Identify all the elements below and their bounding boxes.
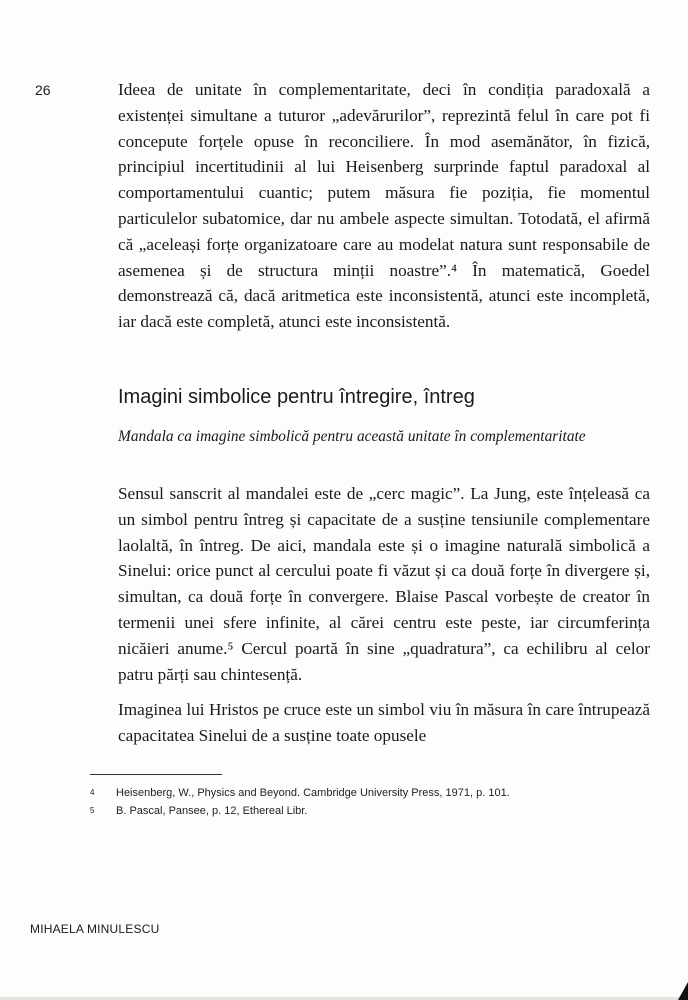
footnote-text: B. Pascal, Pansee, p. 12, Ethereal Libr. — [116, 805, 308, 817]
section-heading: Imagini simbolice pentru întregire, întreg — [118, 386, 475, 408]
page-number: 26 — [35, 82, 51, 98]
body-text-block-2 — [118, 481, 650, 687]
body-text-block-3 — [118, 697, 650, 749]
footer-author: MIHAELA MINULESCU — [30, 922, 160, 936]
footnote-divider — [90, 774, 222, 775]
corner-marker-icon — [678, 982, 688, 1000]
body-text-block-1 — [118, 77, 650, 335]
footnote-4 — [90, 784, 650, 802]
section-subheading: Mandala ca imagine simbolică pentru această unitate în complementaritate — [118, 428, 586, 445]
paragraph-2: Sensul sanscrit al mandalei este de „cerc magic”. La Jung, este înțeleasă ca un simbol pentru întreg și capacitate de a susține tensiunile complementare laolaltă, în întreg. De aici, mandala este și o imagine naturală simbolică a Sinelui: orice punct al cercului poate fi văzut și ca două forțe în divergere și, simultan, ca două forțe în convergere. Blaise Pascal vorbește de creator în termenii unei sfere infinite, al cărei centru este peste, iar circumferința nicăieri anume.⁵ Cercul poartă în sine „quadratura”, ca echilibru al celor patru părți sau chintesență. — [118, 484, 650, 684]
footnote-text: Heisenberg, W., Physics and Beyond. Cambridge University Press, 1971, p. 101. — [116, 787, 510, 799]
paragraph-3: Imaginea lui Hristos pe cruce este un simbol viu în măsura în care întrupează capacitatea Sinelui de a susține toate opusele — [118, 700, 650, 745]
footnote-5 — [90, 802, 650, 820]
paragraph-1: Ideea de unitate în complementaritate, deci în condiția paradoxală a existenței simultane a tuturor „adevărurilor”, reprezintă felul în care pot fi concepute forțele opuse în reconciliere. În mod asemănător, în fizică, principiul incertitudinii al lui Heisenberg surprinde faptul paradoxal al comportamentului cuantic; putem măsura fie poziția, fie momentul particulelor subatomice, dar nu ambele aspecte simultan. Totodată, el afirmă că „aceleași forțe organizatoare care au modelat natura sunt responsabile de asemenea și de structura minții noastre”.⁴ În matematică, Goedel demonstrează că, dacă aritmetica este inconsistentă, atunci este incompletă, iar dacă este completă, atunci este inconsistentă. — [118, 80, 650, 332]
footnote-mark: 4 — [90, 788, 95, 797]
footnote-mark: 5 — [90, 806, 95, 815]
footnotes — [90, 784, 650, 820]
